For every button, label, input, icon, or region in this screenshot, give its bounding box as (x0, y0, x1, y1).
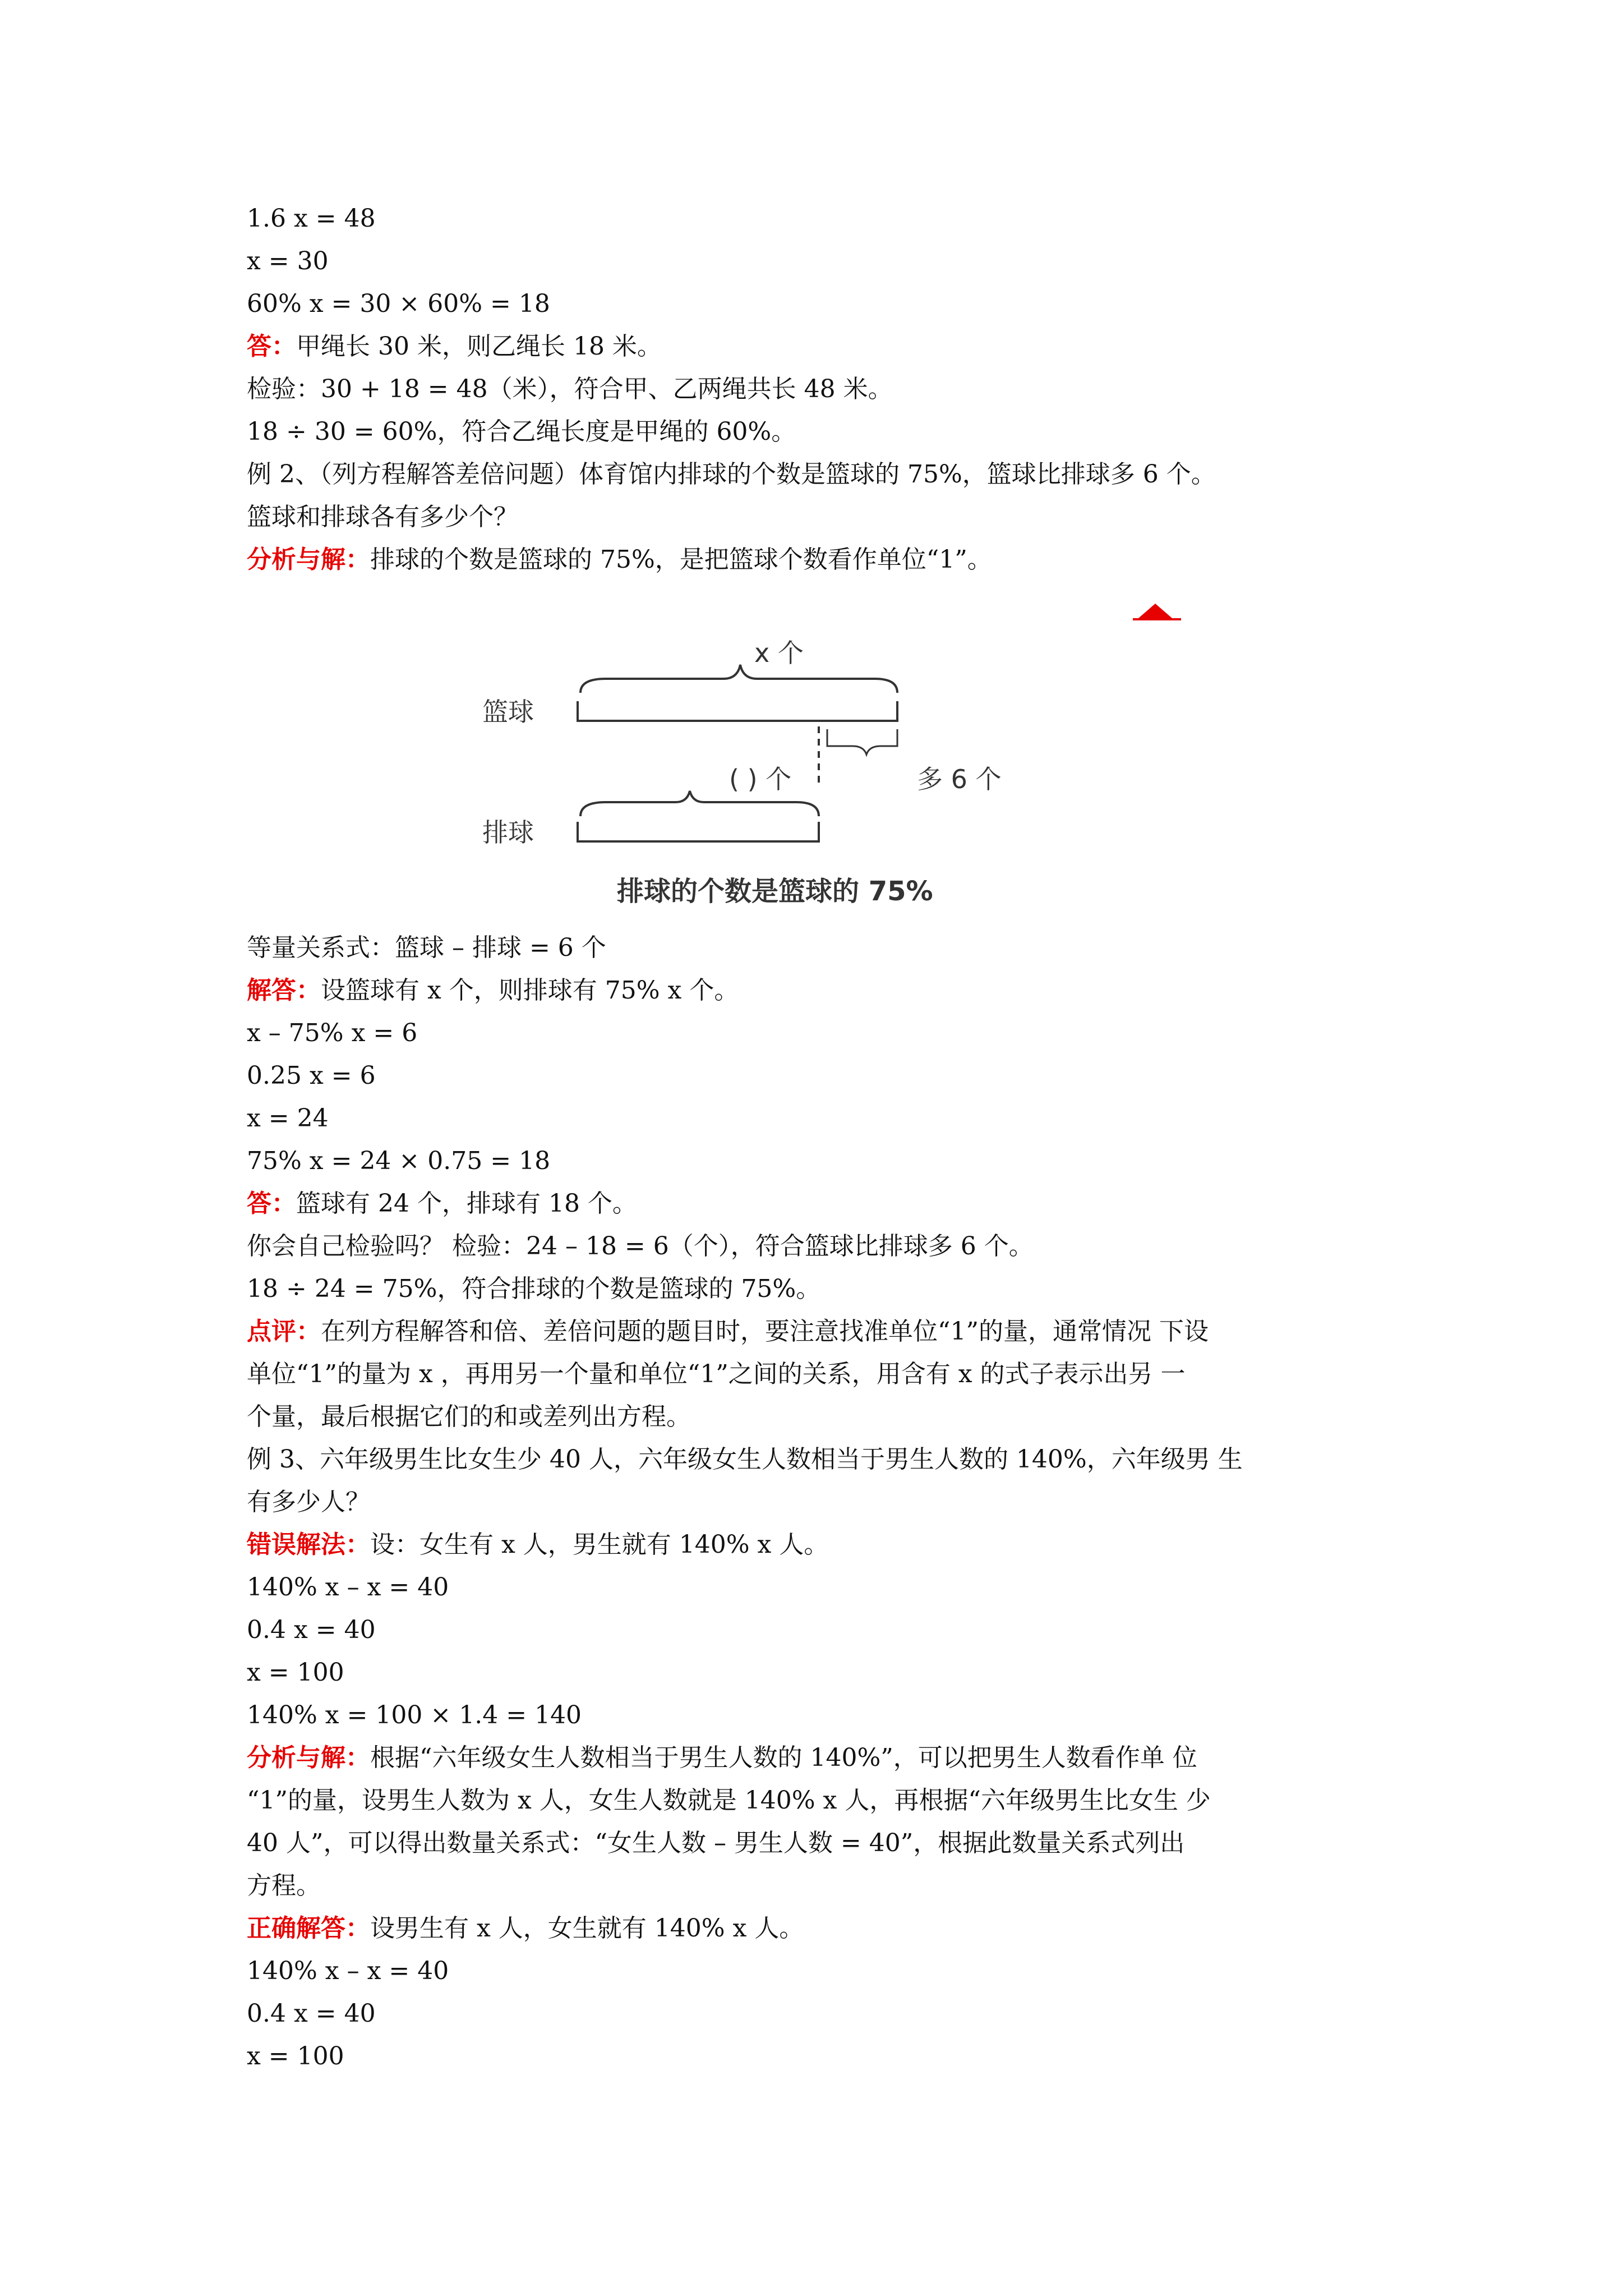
brace-bottom (580, 791, 819, 816)
volleyball-bar (578, 822, 819, 841)
segment-diagram (460, 595, 1189, 920)
equation-line: 0.4 x = 40 (247, 1999, 376, 2028)
example-title: 例 2、（列方程解答差倍问题）体育馆内排球的个数是篮球的 75%，篮球比排球多 6 个。 (247, 460, 1216, 489)
example-question: 有多少人？ (247, 1488, 370, 1516)
x-label: x 个 (754, 638, 804, 668)
answer-label: 答： (247, 1189, 296, 1218)
equation-line: 140% x – x = 40 (247, 1573, 449, 1602)
equation-line: 0.4 x = 40 (247, 1616, 376, 1644)
equation-line: x = 100 (247, 2042, 344, 2070)
more-label: 多 6 个 (917, 764, 1002, 794)
comment-label: 点评： (247, 1317, 321, 1346)
analysis-line: 分析与解：根据“六年级女生人数相当于男生人数的 140%”，可以把男生人数看作单 位 (247, 1743, 1197, 1772)
comment-line: 点评：在列方程解答和倍、差倍问题的题目时，要注意找准单位“1”的量，通常情况 下设 (247, 1317, 1209, 1346)
answer-line: 答：甲绳长 30 米，则乙绳长 18 米。 (247, 332, 662, 361)
correct-solution-label: 正确解答： (247, 1914, 370, 1943)
analysis-line: 40 人”，可以得出数量关系式：“女生人数 – 男生人数 = 40”，根据此数量关系式列出 (247, 1829, 1185, 1857)
analysis-line: 方程。 (247, 1871, 321, 1900)
figure-caption: 排球的个数是篮球的 75% (617, 876, 933, 907)
analysis-line: 分析与解：排球的个数是篮球的 75%，是把篮球个数看作单位“1”。 (247, 545, 992, 574)
equation-line: 140% x = 100 × 1.4 = 140 (247, 1701, 582, 1729)
equation-line: 0.25 x = 6 (247, 1061, 376, 1090)
equation-line: x = 24 (247, 1104, 329, 1133)
comment-line: 个量，最后根据它们的和或差列出方程。 (247, 1402, 691, 1431)
example-title: 例 3、六年级男生比女生少 40 人，六年级女生人数相当于男生人数的 140%，六年级男 生 (247, 1445, 1243, 1474)
basketball-label: 篮球 (482, 697, 534, 727)
check-line: 18 ÷ 30 = 60%，符合乙绳长度是甲绳的 60%。 (247, 417, 796, 446)
example-question: 篮球和排球各有多少个？ (247, 503, 518, 531)
basketball-bar (578, 701, 897, 721)
equation-line: 60% x = 30 × 60% = 18 (247, 289, 550, 318)
analysis-line: “1”的量，设男生人数为 x 人，女生人数就是 140% x 人，再根据“六年级男生比女生 少 (247, 1786, 1211, 1815)
blank-label: ( ) 个 (729, 764, 792, 794)
equation-line: x – 75% x = 6 (247, 1019, 418, 1047)
difference-brace (827, 729, 897, 754)
equation-line: x = 30 (247, 247, 329, 275)
equation-line: 75% x = 24 × 0.75 = 18 (247, 1147, 551, 1175)
analysis-label: 分析与解： (247, 545, 370, 574)
equation-line: 140% x – x = 40 (247, 1957, 449, 1985)
relation-line: 等量关系式：篮球 – 排球 = 6 个 (247, 933, 606, 962)
check-line: 你会自己检验吗？ 检验：24 – 18 = 6（个），符合篮球比排球多 6 个。 (247, 1232, 1034, 1260)
answer-label: 答： (247, 332, 296, 361)
brace-top (580, 665, 897, 693)
wrong-solution-line: 错误解法：设：女生有 x 人，男生就有 140% x 人。 (247, 1530, 829, 1559)
solution-line: 解答：设篮球有 x 个，则排球有 75% x 个。 (247, 976, 739, 1005)
equation-line: 1.6 x = 48 (247, 204, 376, 233)
analysis-label: 分析与解： (247, 1743, 370, 1772)
wrong-solution-label: 错误解法： (247, 1530, 370, 1559)
comment-line: 单位“1”的量为 x ，再用另一个量和单位“1”之间的关系，用含有 x 的式子表示出另 一 (247, 1360, 1186, 1388)
solution-label: 解答： (247, 976, 321, 1005)
answer-line: 答：篮球有 24 个，排球有 18 个。 (247, 1189, 637, 1218)
check-line: 18 ÷ 24 = 75%，符合排球的个数是篮球的 75%。 (247, 1274, 821, 1303)
volleyball-label: 排球 (482, 817, 534, 848)
equation-line: x = 100 (247, 1658, 344, 1687)
check-line: 检验：30 + 18 = 48（米），符合甲、乙两绳共长 48 米。 (247, 375, 893, 403)
correct-solution-line: 正确解答：设男生有 x 人，女生就有 140% x 人。 (247, 1914, 804, 1943)
